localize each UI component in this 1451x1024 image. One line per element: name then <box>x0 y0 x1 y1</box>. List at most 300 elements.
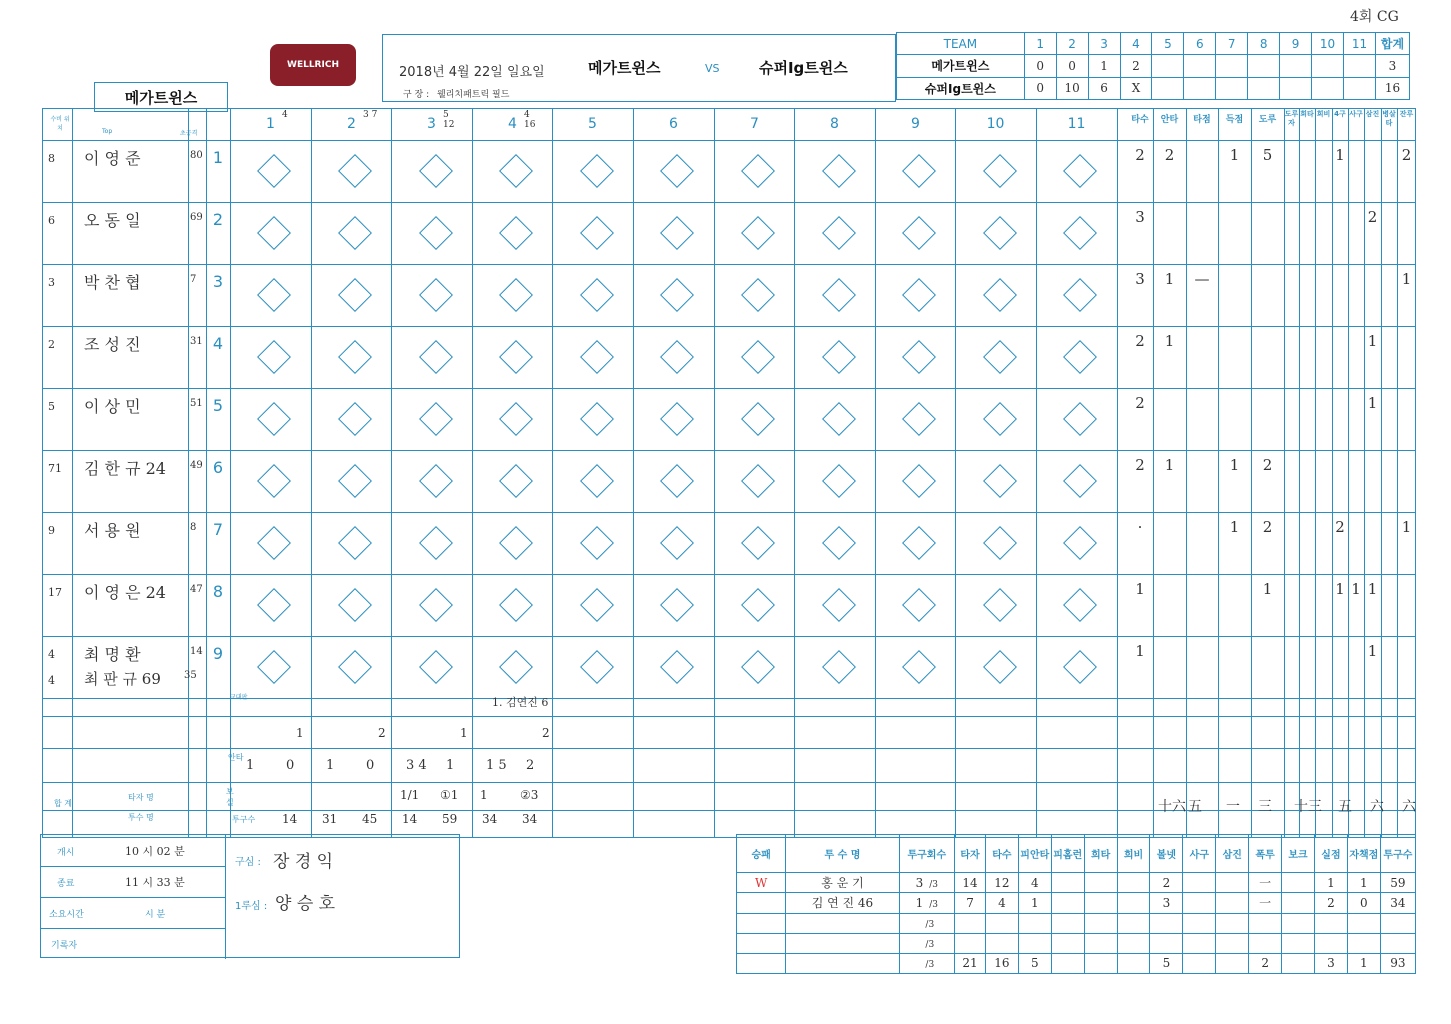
sub-no: 35 <box>184 670 197 681</box>
batter-stat: 3 <box>1135 270 1145 288</box>
bb-value: ①1 <box>440 788 459 802</box>
batter-position: 17 <box>48 586 62 599</box>
totals-value: 五 <box>1338 799 1352 815</box>
bb-value: 1 <box>480 788 488 802</box>
inning-number: 1 <box>266 116 275 132</box>
pitcher-cell: 2 <box>1150 873 1183 893</box>
score-cell: 0 <box>1024 55 1056 77</box>
pitcher-cell <box>899 933 955 953</box>
pitcher-cell: 1 <box>1018 893 1051 913</box>
batter-number: 7 <box>190 274 197 285</box>
batter-stat: 1 <box>1229 146 1240 164</box>
pitcher-cell: 93 <box>1380 953 1415 973</box>
score-cell: 0 <box>1056 55 1088 77</box>
scoreboard <box>896 32 1410 100</box>
grid-col-line <box>552 108 553 838</box>
innings-fraction: /3 <box>925 920 935 931</box>
batting-order: 9 <box>212 644 224 663</box>
pitcher-cell <box>1051 953 1084 973</box>
first-base-umpire-name: 양 승 호 <box>275 894 336 914</box>
pitcher-cell: 12 <box>985 873 1018 893</box>
pitcher-cell <box>985 913 1018 933</box>
pitcher-cell: 김 연 진 46 <box>786 893 899 913</box>
pitcher-header: 볼넷 <box>1150 835 1183 873</box>
batting-order: 4 <box>212 334 224 353</box>
pitcher-cell: 一 <box>1249 893 1282 913</box>
totals-value: 一 <box>1226 799 1240 815</box>
inning-number: 7 <box>750 116 759 132</box>
pitcher-cell: 1 <box>1347 873 1380 893</box>
grid-row-line <box>42 574 1416 575</box>
score-cell <box>1312 77 1344 99</box>
pitch-count-value: 14 <box>282 812 298 826</box>
inning-2-header: 2 <box>1056 33 1088 55</box>
vs-label: VS <box>705 62 720 75</box>
pitch-count-value: 14 <box>402 812 418 826</box>
pitcher-cell: 16 <box>985 953 1018 973</box>
pitcher-cell <box>1117 893 1150 913</box>
grid-row-line <box>42 264 1416 265</box>
pitcher-cell <box>1084 893 1117 913</box>
pitcher-cell: 4 <box>985 893 1018 913</box>
pitcher-cell <box>1018 933 1051 953</box>
pitcher-cell: 1 <box>1347 953 1380 973</box>
pitcher-cell <box>1380 933 1415 953</box>
pitcher-cell <box>1282 953 1315 973</box>
innings-fraction: /3 <box>925 940 935 951</box>
hit-value: 0 <box>286 758 295 773</box>
total-header: 합계 <box>1375 33 1409 55</box>
grid-row-line <box>42 450 1416 451</box>
inning-number: 8 <box>830 116 839 132</box>
batter-number: 14 <box>190 646 203 657</box>
stat-header: 타점 <box>1193 115 1211 125</box>
grid-row-line <box>42 140 1416 141</box>
grid-row-line <box>42 698 1416 699</box>
batting-order: 8 <box>212 582 224 601</box>
duration-label: 소요시간 <box>49 910 84 920</box>
pitch-count-label: 투구수 <box>232 815 256 824</box>
inning-number: 5 <box>588 116 597 132</box>
score-cell <box>1184 55 1216 77</box>
grid-col-line <box>633 108 634 838</box>
score-cell <box>1152 55 1184 77</box>
grid-col-line <box>72 108 73 838</box>
hit-value: 1 <box>246 758 255 773</box>
inning-note: 4 16 <box>524 110 536 130</box>
batter-stat: 2 <box>1367 208 1378 226</box>
pitcher-cell <box>1117 873 1150 893</box>
pitch-count-value: 31 <box>322 812 338 826</box>
pitcher-cell <box>1150 933 1183 953</box>
team-label: TEAM <box>897 33 1025 55</box>
sub-name: 최 판 규 69 <box>84 670 161 688</box>
batter-stat: 1 <box>1229 518 1240 536</box>
batter-number: 51 <box>190 398 203 409</box>
grid-col-line <box>230 108 231 838</box>
hit-value: 1 <box>326 758 335 773</box>
inning-8-header: 8 <box>1248 33 1280 55</box>
hit-value: 2 <box>526 758 535 773</box>
batter-stat: 1 <box>1164 456 1175 474</box>
pitcher-cell <box>1183 893 1216 913</box>
stat-header: 희비 <box>1316 110 1331 118</box>
bb-label: 보 실 <box>226 787 234 807</box>
pitcher-cell <box>1183 933 1216 953</box>
inning-header <box>794 108 875 140</box>
pitcher-cell <box>1216 953 1249 973</box>
pitcher-cell <box>1249 913 1282 933</box>
grid-col-line <box>1117 108 1118 838</box>
grid-col-line <box>714 108 715 838</box>
stat-header: 도루 <box>1258 115 1277 125</box>
score-cell: 2 <box>1120 55 1152 77</box>
batter-stat: 1 <box>1401 518 1412 536</box>
score-cell <box>1344 55 1376 77</box>
score-cell: 6 <box>1088 77 1120 99</box>
pitch-count-value: 59 <box>442 812 458 826</box>
totals-value: 十三 <box>1294 799 1322 815</box>
grid-row-line <box>42 636 1416 637</box>
duration-value: 시 분 <box>145 910 166 920</box>
pitcher-cell <box>899 893 955 913</box>
stat-header: 병살타 <box>1382 110 1396 127</box>
sub-pos: 4 <box>48 674 55 687</box>
score-row <box>897 55 1410 77</box>
grid-col-line <box>206 108 207 838</box>
batter-stat: 1 <box>1229 456 1240 474</box>
grid-row-line <box>42 512 1416 513</box>
stat-header: 희타 <box>1300 110 1314 118</box>
grid-row-line <box>42 716 1416 717</box>
grid-col-line <box>1397 108 1398 838</box>
batter-name: 김 한 규 24 <box>84 459 166 478</box>
batter-position: 9 <box>48 524 55 537</box>
score-cell: 10 <box>1056 77 1088 99</box>
batter-stat: 2 <box>1262 456 1273 474</box>
batter-position: 3 <box>48 276 55 289</box>
pitcher-cell <box>1282 933 1315 953</box>
inning-header <box>633 108 714 140</box>
score-cell <box>1344 77 1376 99</box>
totals-value: 十六 <box>1158 799 1186 815</box>
sub-label: 교대판 <box>230 694 248 701</box>
top-label: Top <box>102 128 113 135</box>
pitcher-cell <box>955 933 986 953</box>
stat-header: 안타 <box>1160 115 1179 125</box>
innings-fraction: /3 <box>925 960 935 971</box>
pitch-count-value: 34 <box>482 812 498 826</box>
pitcher-cell <box>985 933 1018 953</box>
pitcher-cell <box>1084 933 1117 953</box>
grid-col-line <box>1036 108 1037 838</box>
grid-col-line <box>1186 108 1187 838</box>
hit-value: 3 4 <box>406 758 427 773</box>
venue-label: 구 장 : <box>403 90 430 100</box>
game-date: 2018년 4월 22일 일요일 <box>399 65 545 80</box>
pitcher-cell <box>737 893 786 913</box>
pitcher-cell <box>1216 893 1249 913</box>
batter-name: 조 성 진 <box>84 335 141 354</box>
innings-pitched: 1 <box>915 895 924 910</box>
inning-number: 9 <box>911 116 920 132</box>
pitcher-cell: 7 <box>955 893 986 913</box>
start-time: 10 시 02 분 <box>125 845 185 858</box>
batting-order: 7 <box>212 520 224 539</box>
batter-name: 서 용 원 <box>84 521 141 540</box>
score-cell <box>1152 77 1184 99</box>
end-time: 11 시 33 분 <box>125 876 185 889</box>
score-cell <box>1280 77 1312 99</box>
pitcher-table <box>736 834 1416 974</box>
pitcher-cell <box>737 953 786 973</box>
bb-value: 1/1 <box>400 788 420 802</box>
score-team: 슈퍼Ig트윈스 <box>897 77 1025 99</box>
grid-row-line <box>42 782 1416 783</box>
pitcher-cell <box>737 913 786 933</box>
batter-position: 71 <box>48 462 62 475</box>
batter-number: 8 <box>190 522 197 533</box>
grid-col-line <box>1284 108 1285 838</box>
batter-number: 80 <box>190 150 203 161</box>
pitcher-cell: W <box>737 873 786 893</box>
batter-stat: 2 <box>1401 146 1412 164</box>
totals-value: 五 <box>1188 799 1202 815</box>
back-label: 초공격 <box>180 130 198 137</box>
inning-3-header: 3 <box>1088 33 1120 55</box>
pitcher-cell <box>1347 933 1380 953</box>
hit-value: 1 5 <box>486 758 507 773</box>
inning-header <box>714 108 795 140</box>
score-cell <box>1184 77 1216 99</box>
grid-col-line <box>875 108 876 838</box>
batter-name: 박 찬 협 <box>84 273 141 292</box>
pitcher-cell <box>1051 873 1084 893</box>
scoresheet-grid <box>42 108 1416 838</box>
pitcher-cell <box>1117 913 1150 933</box>
grid-col-line <box>1381 108 1382 838</box>
bb-value: ②3 <box>520 788 539 802</box>
pitcher-header: 실점 <box>1315 835 1348 873</box>
batting-order: 5 <box>212 396 224 415</box>
pitcher-cell <box>1117 953 1150 973</box>
pitcher-header: 사구 <box>1183 835 1216 873</box>
batting-order: 1 <box>212 148 224 167</box>
pitcher-cell <box>786 913 899 933</box>
pos-label: 수비 위치 <box>50 116 70 132</box>
score-cell <box>1248 55 1280 77</box>
batter-stat: 1 <box>1164 332 1175 350</box>
score-cell <box>1312 55 1344 77</box>
batter-stat: 2 <box>1135 394 1145 412</box>
batter-position: 2 <box>48 338 55 351</box>
sub-value: 1 <box>460 726 468 740</box>
grid-col-line <box>794 108 795 838</box>
pitcher-header: 투 수 명 <box>786 835 899 873</box>
grid-col-line <box>955 108 956 838</box>
inning-number: 3 <box>427 116 436 132</box>
score-team: 메가트윈스 <box>897 55 1025 77</box>
score-cell: 1 <box>1088 55 1120 77</box>
stat-header: 타수 <box>1131 115 1149 125</box>
inning-10-header: 10 <box>1312 33 1344 55</box>
inning-1-header: 1 <box>1024 33 1056 55</box>
grid-col-line <box>1332 108 1333 838</box>
pitcher-name-label: 투수 명 <box>128 813 154 822</box>
pitcher-cell <box>1282 893 1315 913</box>
batter-stat: 1 <box>1401 270 1412 288</box>
batting-order: 6 <box>212 458 224 477</box>
inning-11-header: 11 <box>1344 33 1376 55</box>
game-info <box>40 834 460 958</box>
pitcher-cell <box>1347 913 1380 933</box>
batter-stat: · <box>1137 518 1143 536</box>
stat-header: 득점 <box>1225 115 1244 125</box>
home-team: 메가트윈스 <box>588 59 661 77</box>
totals-value: 六 <box>1370 799 1384 815</box>
inning-7-header: 7 <box>1216 33 1248 55</box>
totals-value: 六 <box>1402 799 1416 815</box>
pitcher-row <box>737 953 1416 973</box>
pitcher-cell <box>899 913 955 933</box>
pitcher-cell: 2 <box>1315 893 1348 913</box>
batter-number: 49 <box>190 460 203 471</box>
innings-fraction: /3 <box>929 899 938 910</box>
grid-col-line <box>1299 108 1300 838</box>
pitcher-row <box>737 913 1416 933</box>
hit-label: 안타 <box>228 753 244 762</box>
pitcher-header: 승패 <box>737 835 786 873</box>
pitcher-cell <box>1315 933 1348 953</box>
batter-name: 오 동 일 <box>84 211 141 230</box>
pitcher-cell <box>1018 913 1051 933</box>
stat-header: 잔루 <box>1399 110 1414 118</box>
stat-header: 도루자 <box>1284 110 1299 127</box>
inning-number: 6 <box>669 116 678 132</box>
pitcher-row <box>737 873 1416 893</box>
end-label: 종료 <box>57 879 75 889</box>
stat-header: 4구 <box>1334 110 1346 118</box>
batter-stat: 1 <box>1367 332 1378 350</box>
pitcher-header: 타자 <box>955 835 986 873</box>
batter-number: 31 <box>190 336 203 347</box>
grid-col-line <box>1348 108 1349 838</box>
pitcher-cell: 0 <box>1347 893 1380 913</box>
totals-value: 三 <box>1258 799 1272 815</box>
pitcher-cell: 5 <box>1018 953 1051 973</box>
batter-stat: 1 <box>1135 580 1145 598</box>
batter-stat: 2 <box>1262 518 1273 536</box>
pitcher-cell <box>1216 933 1249 953</box>
inning-number: 4 <box>508 116 517 132</box>
score-cell: 0 <box>1024 77 1056 99</box>
pitcher-cell <box>1380 913 1415 933</box>
pitcher-header: 폭투 <box>1249 835 1282 873</box>
batter-stat: 1 <box>1351 580 1361 598</box>
batter-position: 5 <box>48 400 55 413</box>
grid-row-line <box>42 748 1416 749</box>
pitcher-cell <box>1150 913 1183 933</box>
pitcher-header: 피안타 <box>1018 835 1051 873</box>
pitch-count-value: 34 <box>522 812 538 826</box>
inning-note: 5 12 <box>443 110 455 130</box>
batter-stat: 2 <box>1335 518 1345 536</box>
pitcher-row <box>737 893 1416 913</box>
batting-order: 2 <box>212 210 224 229</box>
inning-9-header: 9 <box>1280 33 1312 55</box>
pitcher-cell <box>1183 953 1216 973</box>
grid-row-line <box>42 388 1416 389</box>
stat-header: 삼진 <box>1365 110 1380 118</box>
score-cell <box>1248 77 1280 99</box>
pitcher-header: 투구수 <box>1380 835 1415 873</box>
inning-header <box>1036 108 1117 140</box>
stat-header: 사구 <box>1349 110 1363 118</box>
inning-5-header: 5 <box>1152 33 1184 55</box>
batter-position: 8 <box>48 152 55 165</box>
umpire-label: 구심 : <box>235 857 261 868</box>
pitch-count-value: 45 <box>362 812 378 826</box>
pitcher-cell: 1 <box>1315 873 1348 893</box>
grid-col-line <box>391 108 392 838</box>
inning-6-header: 6 <box>1184 33 1216 55</box>
pitcher-header: 보크 <box>1282 835 1315 873</box>
grid-col-line <box>188 108 189 838</box>
pitcher-cell: 2 <box>1249 953 1282 973</box>
inning-note: 3 7 <box>363 110 378 120</box>
score-cell <box>1280 55 1312 77</box>
pitcher-cell <box>1051 893 1084 913</box>
pitcher-cell: 34 <box>1380 893 1415 913</box>
game-header <box>382 34 896 102</box>
score-cell: X <box>1120 77 1152 99</box>
pitcher-cell <box>1282 873 1315 893</box>
batter-number: 47 <box>190 584 203 595</box>
pitcher-cell: 3 <box>1150 893 1183 913</box>
inning-note: 4 <box>282 110 288 120</box>
batter-name: 이 영 준 <box>84 149 141 168</box>
pitcher-header: 타수 <box>985 835 1018 873</box>
pitcher-cell: 14 <box>955 873 986 893</box>
away-team: 슈퍼Ig트윈스 <box>759 59 848 77</box>
pitcher-cell <box>1084 873 1117 893</box>
pitcher-header: 희타 <box>1084 835 1117 873</box>
batting-order: 3 <box>212 272 224 291</box>
grid-row-line <box>42 326 1416 327</box>
sub-value: 1 <box>296 726 304 740</box>
pitcher-cell <box>1282 913 1315 933</box>
innings-pitched: 3 <box>915 875 924 890</box>
pitcher-cell <box>1117 933 1150 953</box>
pitcher-cell: 21 <box>955 953 986 973</box>
inning-number: 2 <box>347 116 356 132</box>
inning-header <box>552 108 633 140</box>
inning-4-header: 4 <box>1120 33 1152 55</box>
grid-row-line <box>42 810 1416 811</box>
batter-stat: 1 <box>1335 580 1345 598</box>
pitcher-cell <box>1249 933 1282 953</box>
batter-number: 69 <box>190 212 203 223</box>
umpire-name: 장 경 익 <box>273 852 334 872</box>
pitcher-cell <box>737 933 786 953</box>
score-row <box>897 77 1410 99</box>
batter-stat: 5 <box>1262 146 1273 164</box>
pitcher-cell <box>786 953 899 973</box>
team-name: 메가트윈스 <box>124 89 198 107</box>
pitcher-cell <box>1084 913 1117 933</box>
batter-stat: 1 <box>1367 394 1378 412</box>
start-label: 개시 <box>57 848 75 858</box>
